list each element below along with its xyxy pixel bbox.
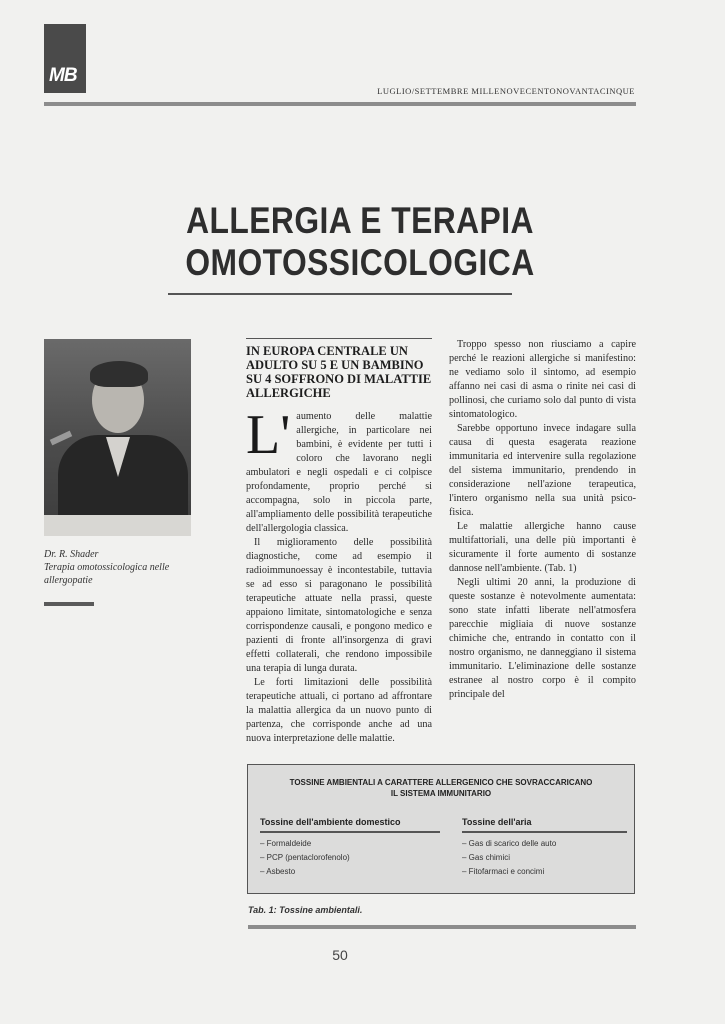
header-rule (44, 102, 636, 106)
list-item: – Gas di scarico delle auto (462, 839, 557, 848)
list-item: – Fitofarmaci e concimi (462, 867, 545, 876)
paragraph: Sarebbe opportuno invece indagare sulla causa di questa esagerata reazione immunitaria ed intervenire sulla regolazione del sistema immunitario, prendendo in considerazione nell'azione terapeutica, l'intero organismo nella sua unità psico-fisica. (449, 423, 636, 518)
caption-bar (44, 602, 94, 606)
table-title-line-2: IL SISTEMA IMMUNITARIO (390, 789, 492, 798)
page-number: 50 (332, 947, 348, 963)
footer-rule (248, 925, 636, 929)
paragraph: Le forti limitazioni delle possibilità terapeutiche attuali, ci portano ad affrontare la malattia allergica da un nuovo punto di partenza, che corrisponde anche ad una nuova interpretazione delle malattie. (246, 677, 432, 744)
caption-author: Dr. R. Shader (44, 549, 99, 560)
microphone-icon (50, 431, 72, 446)
list-item: – Asbesto (260, 867, 296, 876)
paragraph: Il miglioramento delle possibilità diagnostiche, come ad esempio il radioimmunoessay è incontestabile, tuttavia se ad esso si paragonano le possibilità terapeutiche attuate nella prassi, queste appaiono limitate, sintomatologiche e senza corrispondenze causali, e pongono medico e pazienti di fronte all'insorgenza di gravi effetti collaterali, che rendono impossibile una terapia di lunga durata. (246, 537, 432, 674)
paragraph: Negli ultimi 20 anni, la produzione di queste sostanze è notevolmente aumentata: sono state infatti liberate nell'atmosfera parecchie migliaia di nuove sostanze chimiche che, entrando in contatto con il nostro organismo, ne danneggiano il sistema immunitario. L'eliminazione delle sostanze estranee al nostro corpo è il compito principale del (449, 577, 636, 700)
title-line-2: OMOTOSSICOLOGICA (185, 242, 535, 283)
table-caption: Tab. 1: Tossine ambientali. (248, 905, 363, 915)
title-line-1: ALLERGIA E TERAPIA (186, 200, 534, 241)
magazine-logo (44, 24, 86, 93)
paragraph: Le malattie allergiche hanno cause multifattoriali, una delle più importanti è sicuramente il forte aumento di sostanze dannose nell'ambiente. (Tab. 1) (449, 521, 636, 574)
article-title (136, 200, 583, 284)
table-title (248, 777, 634, 799)
air-toxins-column (462, 817, 627, 879)
article-column-2 (449, 338, 636, 702)
logo-text: MB (49, 65, 77, 86)
paragraph (246, 404, 432, 536)
caption-subtitle: Terapia omotossicologica nelle allergopatie (44, 562, 170, 586)
table-title-line-1: TOSSINE AMBIENTALI A CARATTERE ALLERGENICO CHE SOVRACCARICANO (289, 778, 593, 787)
paragraph-text: aumento delle malattie allergiche, in particolare nei bambini, è evidente per tutti i coloro che lavorano negli ambulatori e negli ospedali e ci colpisce profondamente, proprio perché si accompagna, solo in piccola parte, all'ampliamento delle possibilità terapeutiche dell'allergologia classica. (246, 411, 432, 534)
air-header: Tossine dell'aria (462, 817, 627, 833)
domestic-header: Tossine dell'ambiente domestico (260, 817, 440, 833)
title-rule (168, 293, 512, 295)
drop-cap: L' (246, 404, 291, 466)
author-photo (44, 339, 191, 536)
issue-date: LUGLIO/SETTEMBRE MILLENOVECENTONOVANTACINQUE (377, 86, 635, 96)
photo-caption (44, 548, 194, 587)
paragraph: Troppo spesso non riusciamo a capire perché le reazioni allergiche si manifestino: ne vediamo solo il sintomo, ad esempio affanno nei casi di asma o rinite nei casi di pollinosi, che curiamo solo dal punto di vista sintomatologico. (449, 339, 636, 420)
list-item: – Gas chimici (462, 853, 511, 862)
article-column-1 (246, 338, 432, 746)
toxins-table (247, 764, 635, 894)
list-item: – PCP (pentaclorofenolo) (260, 853, 350, 862)
article-headline: IN EUROPA CENTRALE UN ADULTO SU 5 E UN BAMBINO SU 4 SOFFRONO DI MALATTIE ALLERGICHE (246, 344, 432, 400)
domestic-toxins-column (260, 817, 440, 879)
list-item: – Formaldeide (260, 839, 312, 848)
